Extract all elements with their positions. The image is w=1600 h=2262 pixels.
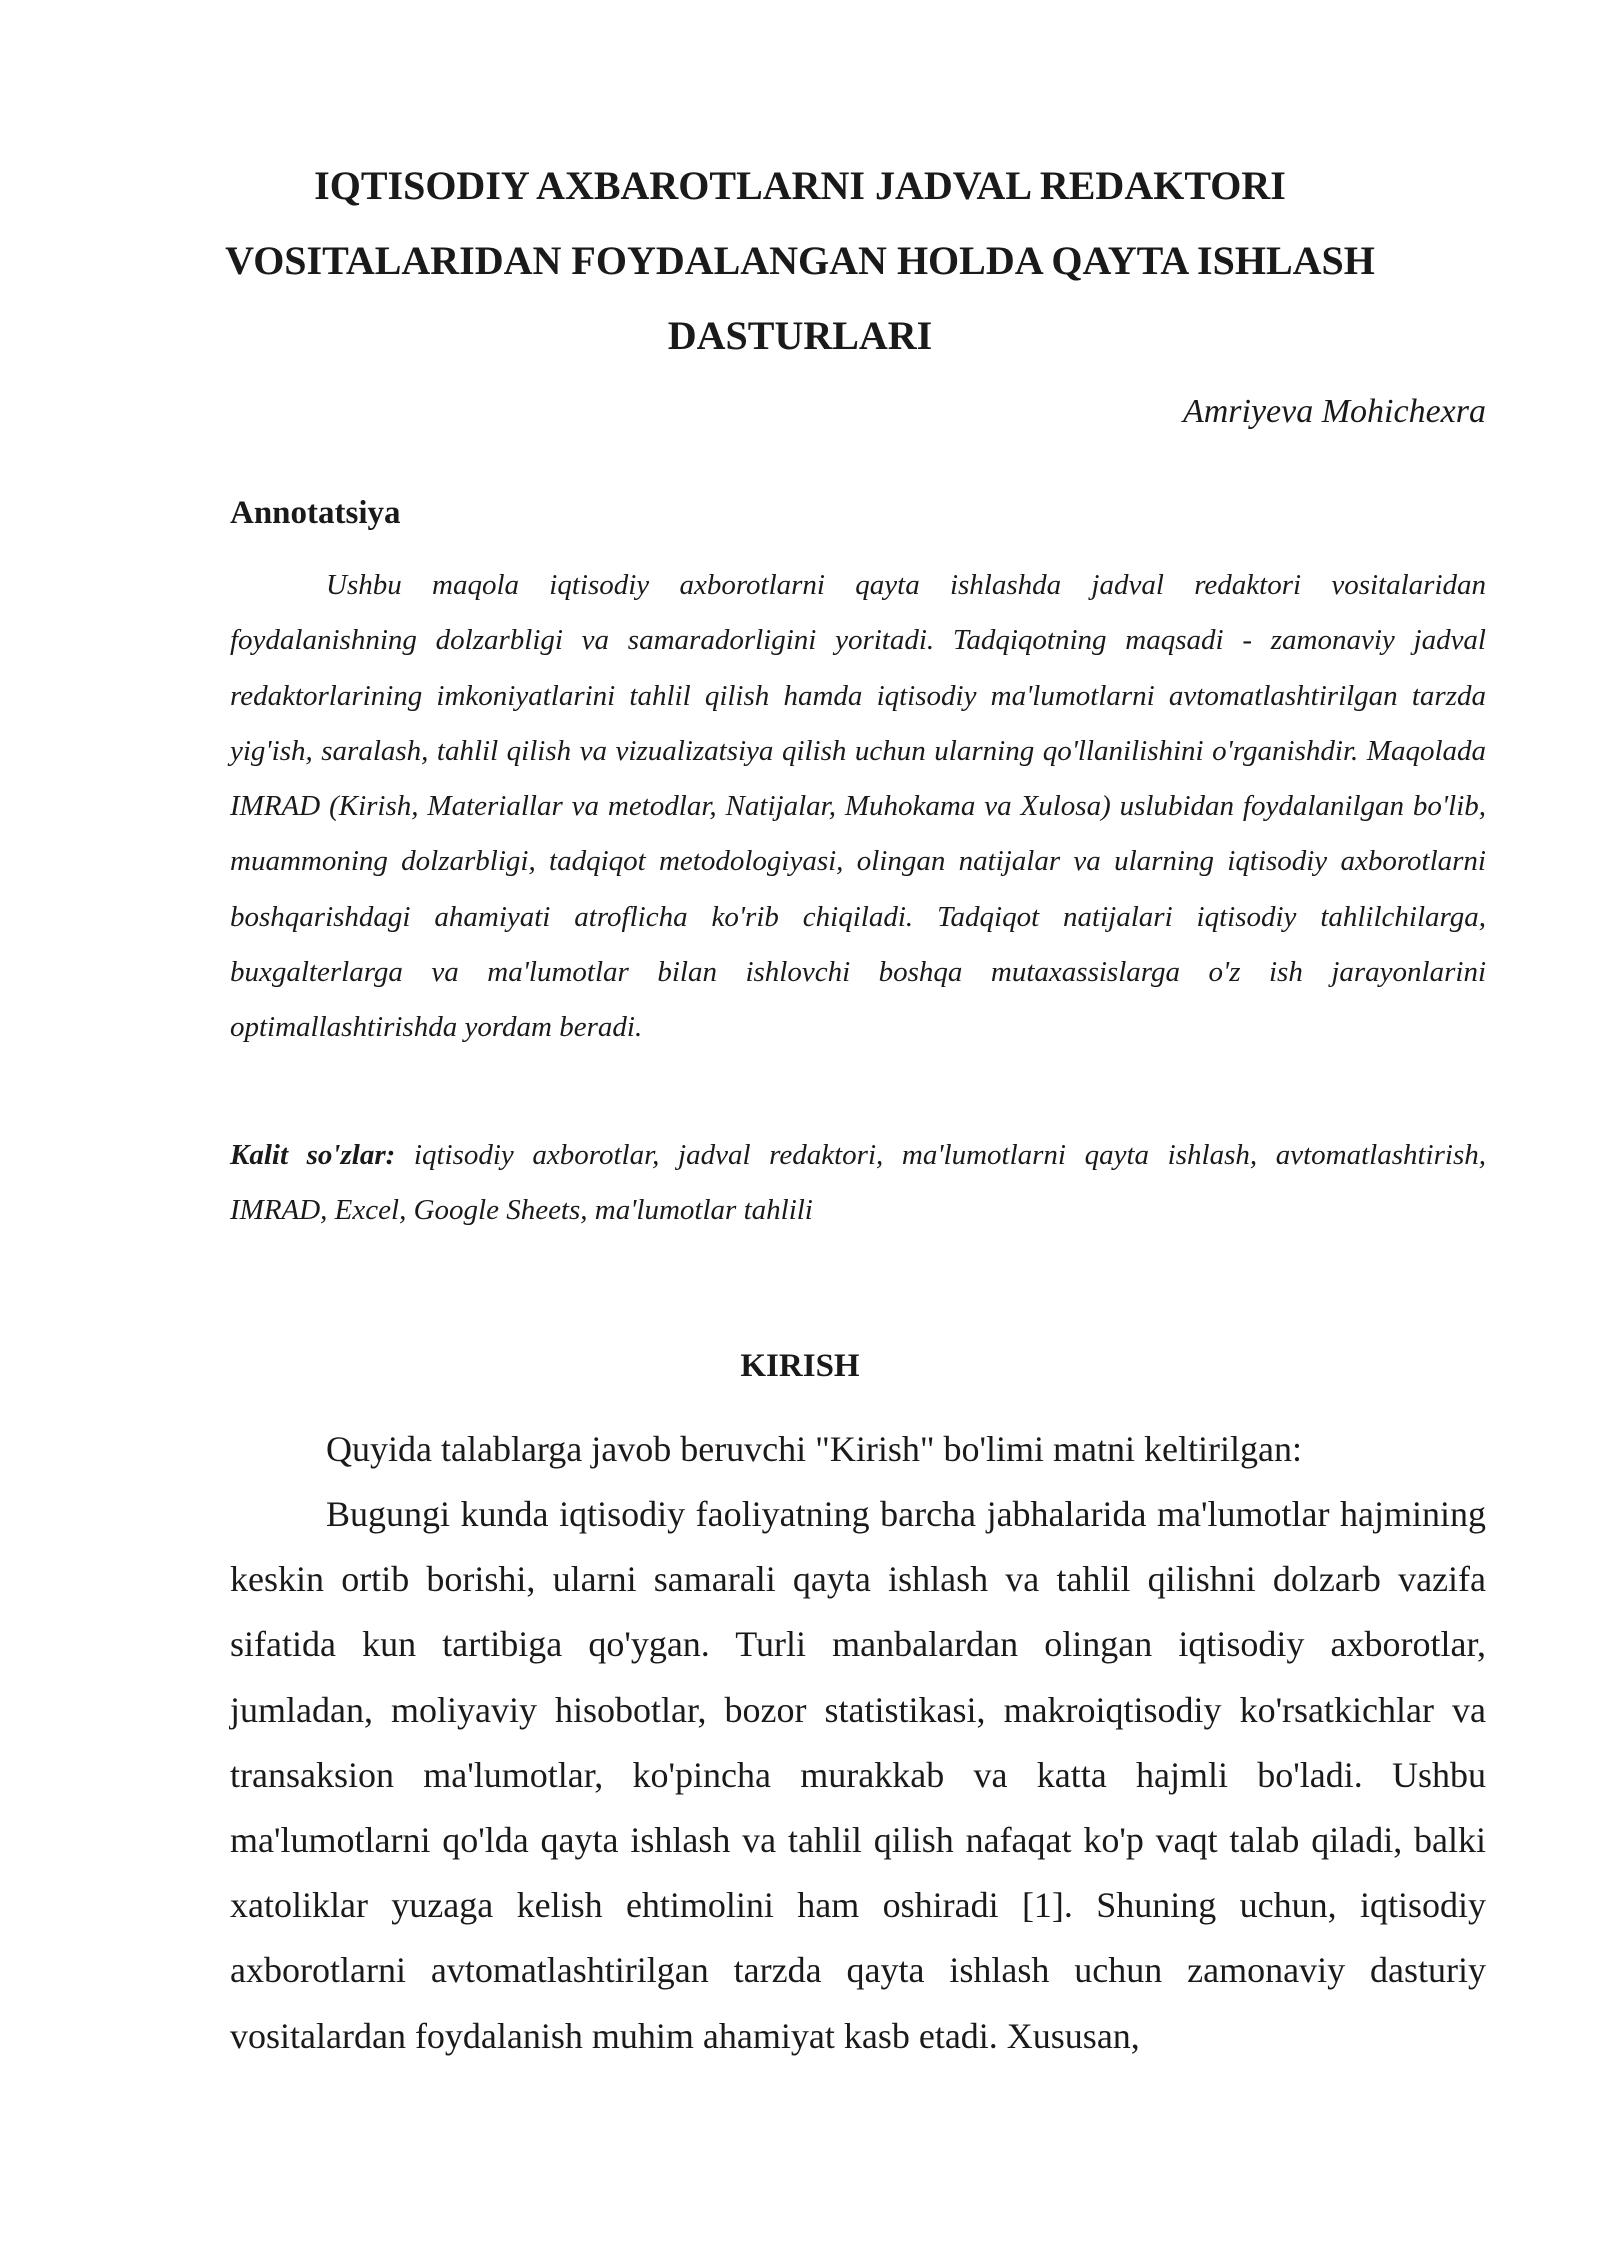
title-line-1: IQTISODIY AXBAROTLARNI JADVAL REDAKTORI [314, 163, 1286, 208]
intro-paragraph-1: Quyida talablarga javob beruvchi "Kirish" bo'limi matni keltirilgan: [326, 1429, 1302, 1469]
keywords [230, 1128, 1486, 1239]
abstract-heading: Annotatsiya [230, 495, 401, 531]
author-name: Amriyeva Mohichexra [1182, 393, 1486, 430]
keywords-label: Kalit so'zlar: [230, 1139, 396, 1171]
title-line-3: DASTURLARI [667, 313, 933, 358]
introduction-heading: KIRISH [740, 1348, 860, 1384]
title-line-2: VOSITALARIDAN FOYDALANGAN HOLDA QAYTA ISHLASH [225, 238, 1375, 283]
abstract-text: Ushbu maqola iqtisodiy axborotlarni qayta ishlashda jadval redaktori vositalaridan foydalanishning dolzarbligi va samaradorligini yoritadi. Tadqiqotning maqsadi - zamonaviy jadval redaktorlarining imkoniyatlarini tahlil qilish hamda iqtisodiy ma'lumotlarni avtomatlashtirilgan tarzda yig'ish, saralash, tahlil qilish va vizualizatsiya qilish uchun ularning qo'llanilishini o'rganishdir. Maqolada IMRAD (Kirish, Materiallar va metodlar, Natijalar, Muhokama va Xulosa) uslubidan foydalanilgan bo'lib, muammoning dolzarbligi, tadqiqot metodologiyasi, olingan natijalar va ularning iqtisodiy axborotlarni boshqarishdagi ahamiyati atroflicha ko'rib chiqiladi. Tadqiqot natijalari iqtisodiy tahlilchilarga, buxgalterlarga va ma'lumotlar bilan ishlovchi boshqa mutaxassislarga o'z ish jarayonlarini optimallashtirishda yordam beradi. [230, 569, 1486, 1044]
keywords-list: iqtisodiy axborotlar, jadval redaktori, ma'lumotlarni qayta ishlash, avtomatlashtirish, IMRAD, Excel, Google Sheets, ma'lumotlar tahlili [230, 1139, 1486, 1227]
paper-title [200, 148, 1400, 373]
intro-paragraph-2: Bugungi kunda iqtisodiy faoliyatning barcha jabhalarida ma'lumotlar hajmining keskin ortib borishi, ularni samarali qayta ishlash va tahlil qilishni dolzarb vazifa sifatida kun tartibiga qo'ygan. Turli manbalardan olingan iqtisodiy axborotlar, jumladan, moliyaviy hisobotlar, bozor statistikasi, makroiqtisodiy ko'rsatkichlar va transaksion ma'lumotlar, ko'pincha murakkab va katta hajmli bo'ladi. Ushbu ma'lumotlarni qo'lda qayta ishlash va tahlil qilish nafaqat ko'p vaqt talab qiladi, balki xatoliklar yuzaga kelish ehtimolini ham oshiradi [1]. Shuning uchun, iqtisodiy axborotlarni avtomatlashtirilgan tarzda qayta ishlash uchun zamonaviy dasturiy vositalardan foydalanish muhim ahamiyat kasb etadi. Xususan, [230, 1494, 1486, 2056]
